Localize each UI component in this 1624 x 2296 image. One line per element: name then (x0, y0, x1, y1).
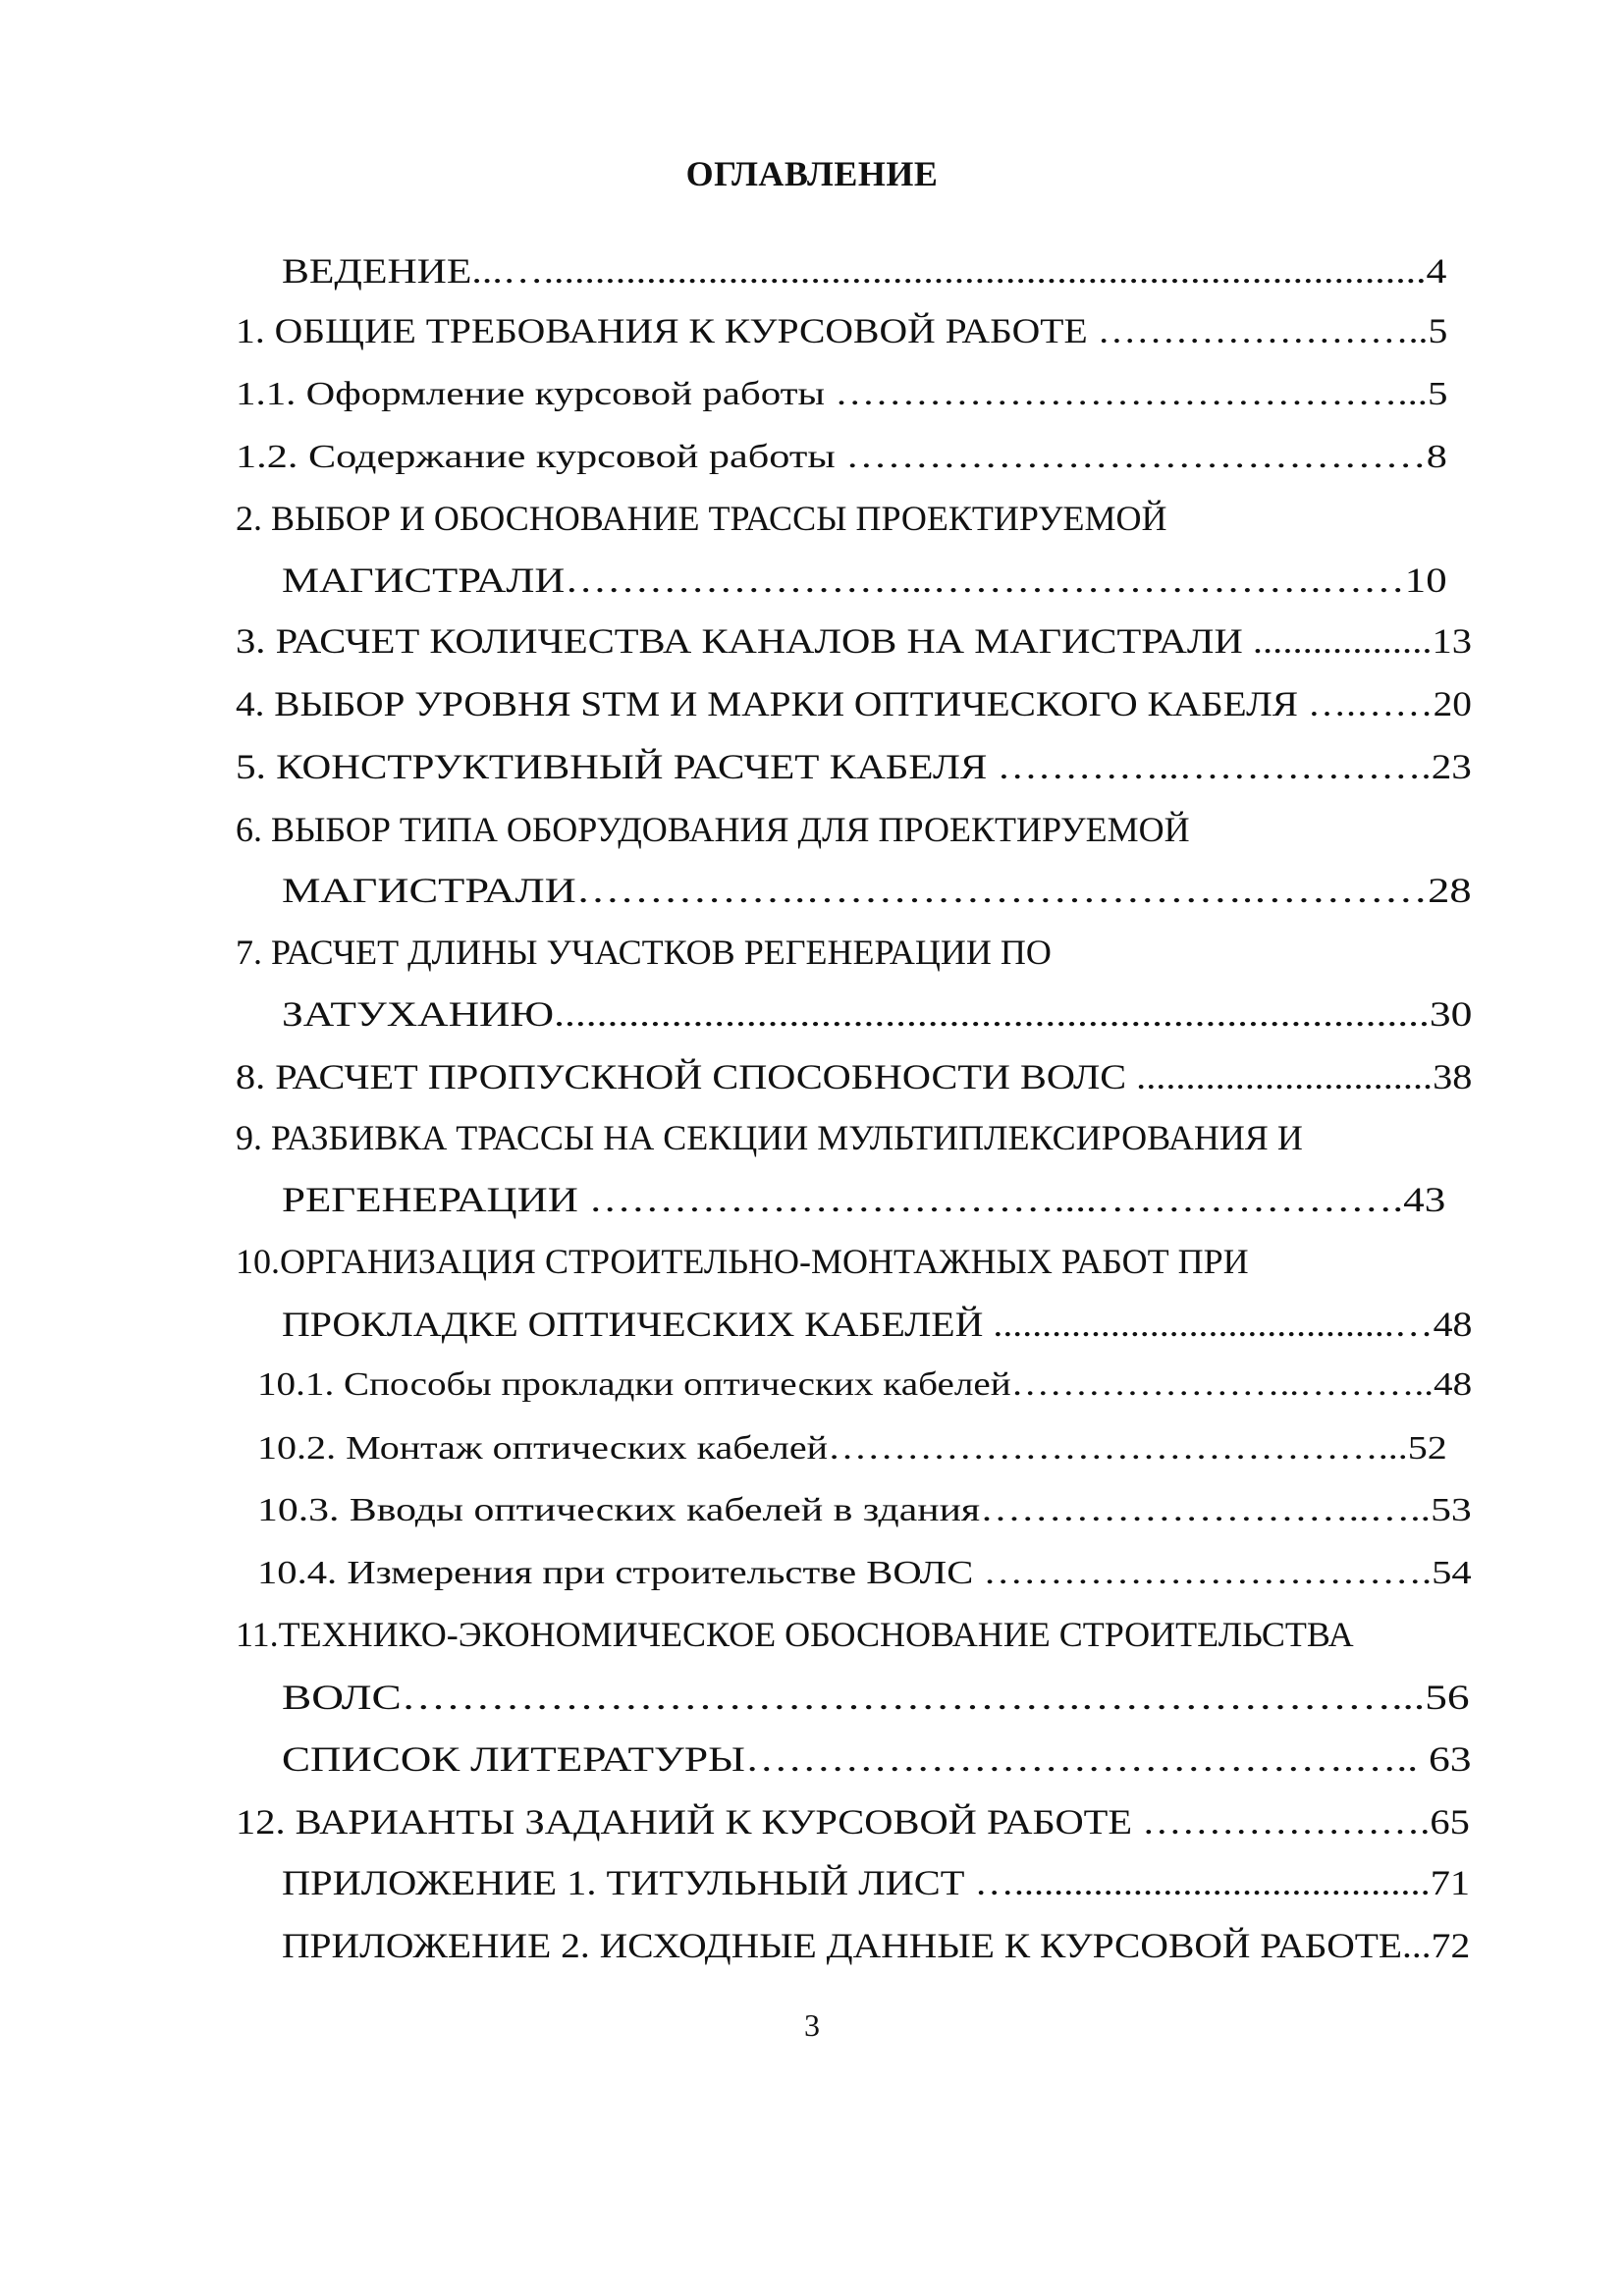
toc-entry: 11.ТЕХНИКО-ЭКОНОМИЧЕСКОЕ ОБОСНОВАНИЕ СТРОИТЕЛЬСТВА (236, 1615, 1354, 1654)
toc-entry: МАГИСТРАЛИ…………….………………………….…………28 (282, 871, 1472, 910)
toc-entry: РЕГЕНЕРАЦИИ ……………………………....………………….43 (282, 1180, 1446, 1219)
toc-entry: 10.1. Способы прокладки оптических кабелей…………………..………..48 (257, 1366, 1473, 1403)
toc-entry: 12. ВАРИАНТЫ ЗАДАНИЙ К КУРСОВОЙ РАБОТЕ ………………….65 (236, 1802, 1470, 1842)
toc-entry: ВОЛС……………………………………….…………………...56 (282, 1678, 1470, 1717)
toc-entry: 10.4. Измерения при строительстве ВОЛС …………………………….54 (257, 1555, 1472, 1591)
toc-entry: СПИСОК ЛИТЕРАТУРЫ…………………………………….….. 63 (282, 1739, 1472, 1779)
toc-entry: ПРИЛОЖЕНИЕ 2. ИСХОДНЫЕ ДАННЫЕ К КУРСОВОЙ РАБОТЕ...72 (282, 1926, 1471, 1965)
toc-entry: 9. РАЗБИВКА ТРАССЫ НА СЕКЦИИ МУЛЬТИПЛЕКСИРОВАНИЯ И (236, 1118, 1303, 1157)
toc-entry: МАГИСТРАЛИ……………………...……………………….……10 (282, 561, 1447, 600)
toc-entry: ПРОКЛАДКЕ ОПТИЧЕСКИХ КАБЕЛЕЙ .........................................…48 (282, 1305, 1473, 1344)
toc-entry: 8. РАСЧЕТ ПРОПУСКНОЙ СПОСОБНОСТИ ВОЛС ..............................38 (236, 1057, 1473, 1096)
page-title: ОГЛАВЛЕНИЕ (685, 154, 939, 193)
toc-entry: 6. ВЫБОР ТИПА ОБОРУДОВАНИЯ ДЛЯ ПРОЕКТИРУЕМОЙ (236, 810, 1190, 849)
toc-entry: 7. РАСЧЕТ ДЛИНЫ УЧАСТКОВ РЕГЕНЕРАЦИИ ПО (236, 933, 1052, 972)
page-number: 3 (804, 2007, 820, 2043)
toc-entry: 3. РАСЧЕТ КОЛИЧЕСТВА КАНАЛОВ НА МАГИСТРАЛИ ..................13 (236, 621, 1473, 661)
toc-entry: ЗАТУХАНИЮ..................................................................................30 (282, 994, 1473, 1034)
toc-entry: 1. ОБЩИЕ ТРЕБОВАНИЯ К КУРСОВОЙ РАБОТЕ ……………………..5 (236, 311, 1448, 350)
toc-entry: 10.3. Вводы оптических кабелей в здания………………………..…..53 (257, 1492, 1472, 1528)
toc-entry: 1.2. Содержание курсовой работы ……………………………………8 (236, 439, 1447, 475)
toc-entry: ПРИЛОЖЕНИЕ 1. ТИТУЛЬНЫЙ ЛИСТ …..........................................71 (282, 1863, 1471, 1902)
toc-entry: 10.2. Монтаж оптических кабелей……………………………………...52 (257, 1430, 1447, 1467)
toc-entry: ВЕДЕНИЕ...…......................................................................................4 (282, 251, 1447, 291)
toc-entry: 5. КОНСТРУКТИВНЫЙ РАСЧЕТ КАБЕЛЯ …………..……………….23 (236, 747, 1472, 786)
toc-entry: 10.ОРГАНИЗАЦИЯ СТРОИТЕЛЬНО-МОНТАЖНЫХ РАБОТ ПРИ (236, 1242, 1249, 1281)
toc-entry: 4. ВЫБОР УРОВНЯ STM И МАРКИ ОПТИЧЕСКОГО КАБЕЛЯ ….……20 (236, 684, 1472, 723)
toc-entry: 2. ВЫБОР И ОБОСНОВАНИЕ ТРАССЫ ПРОЕКТИРУЕМОЙ (236, 499, 1167, 538)
toc-entry: 1.1. Оформление курсовой работы ……………………………………...5 (236, 376, 1448, 412)
